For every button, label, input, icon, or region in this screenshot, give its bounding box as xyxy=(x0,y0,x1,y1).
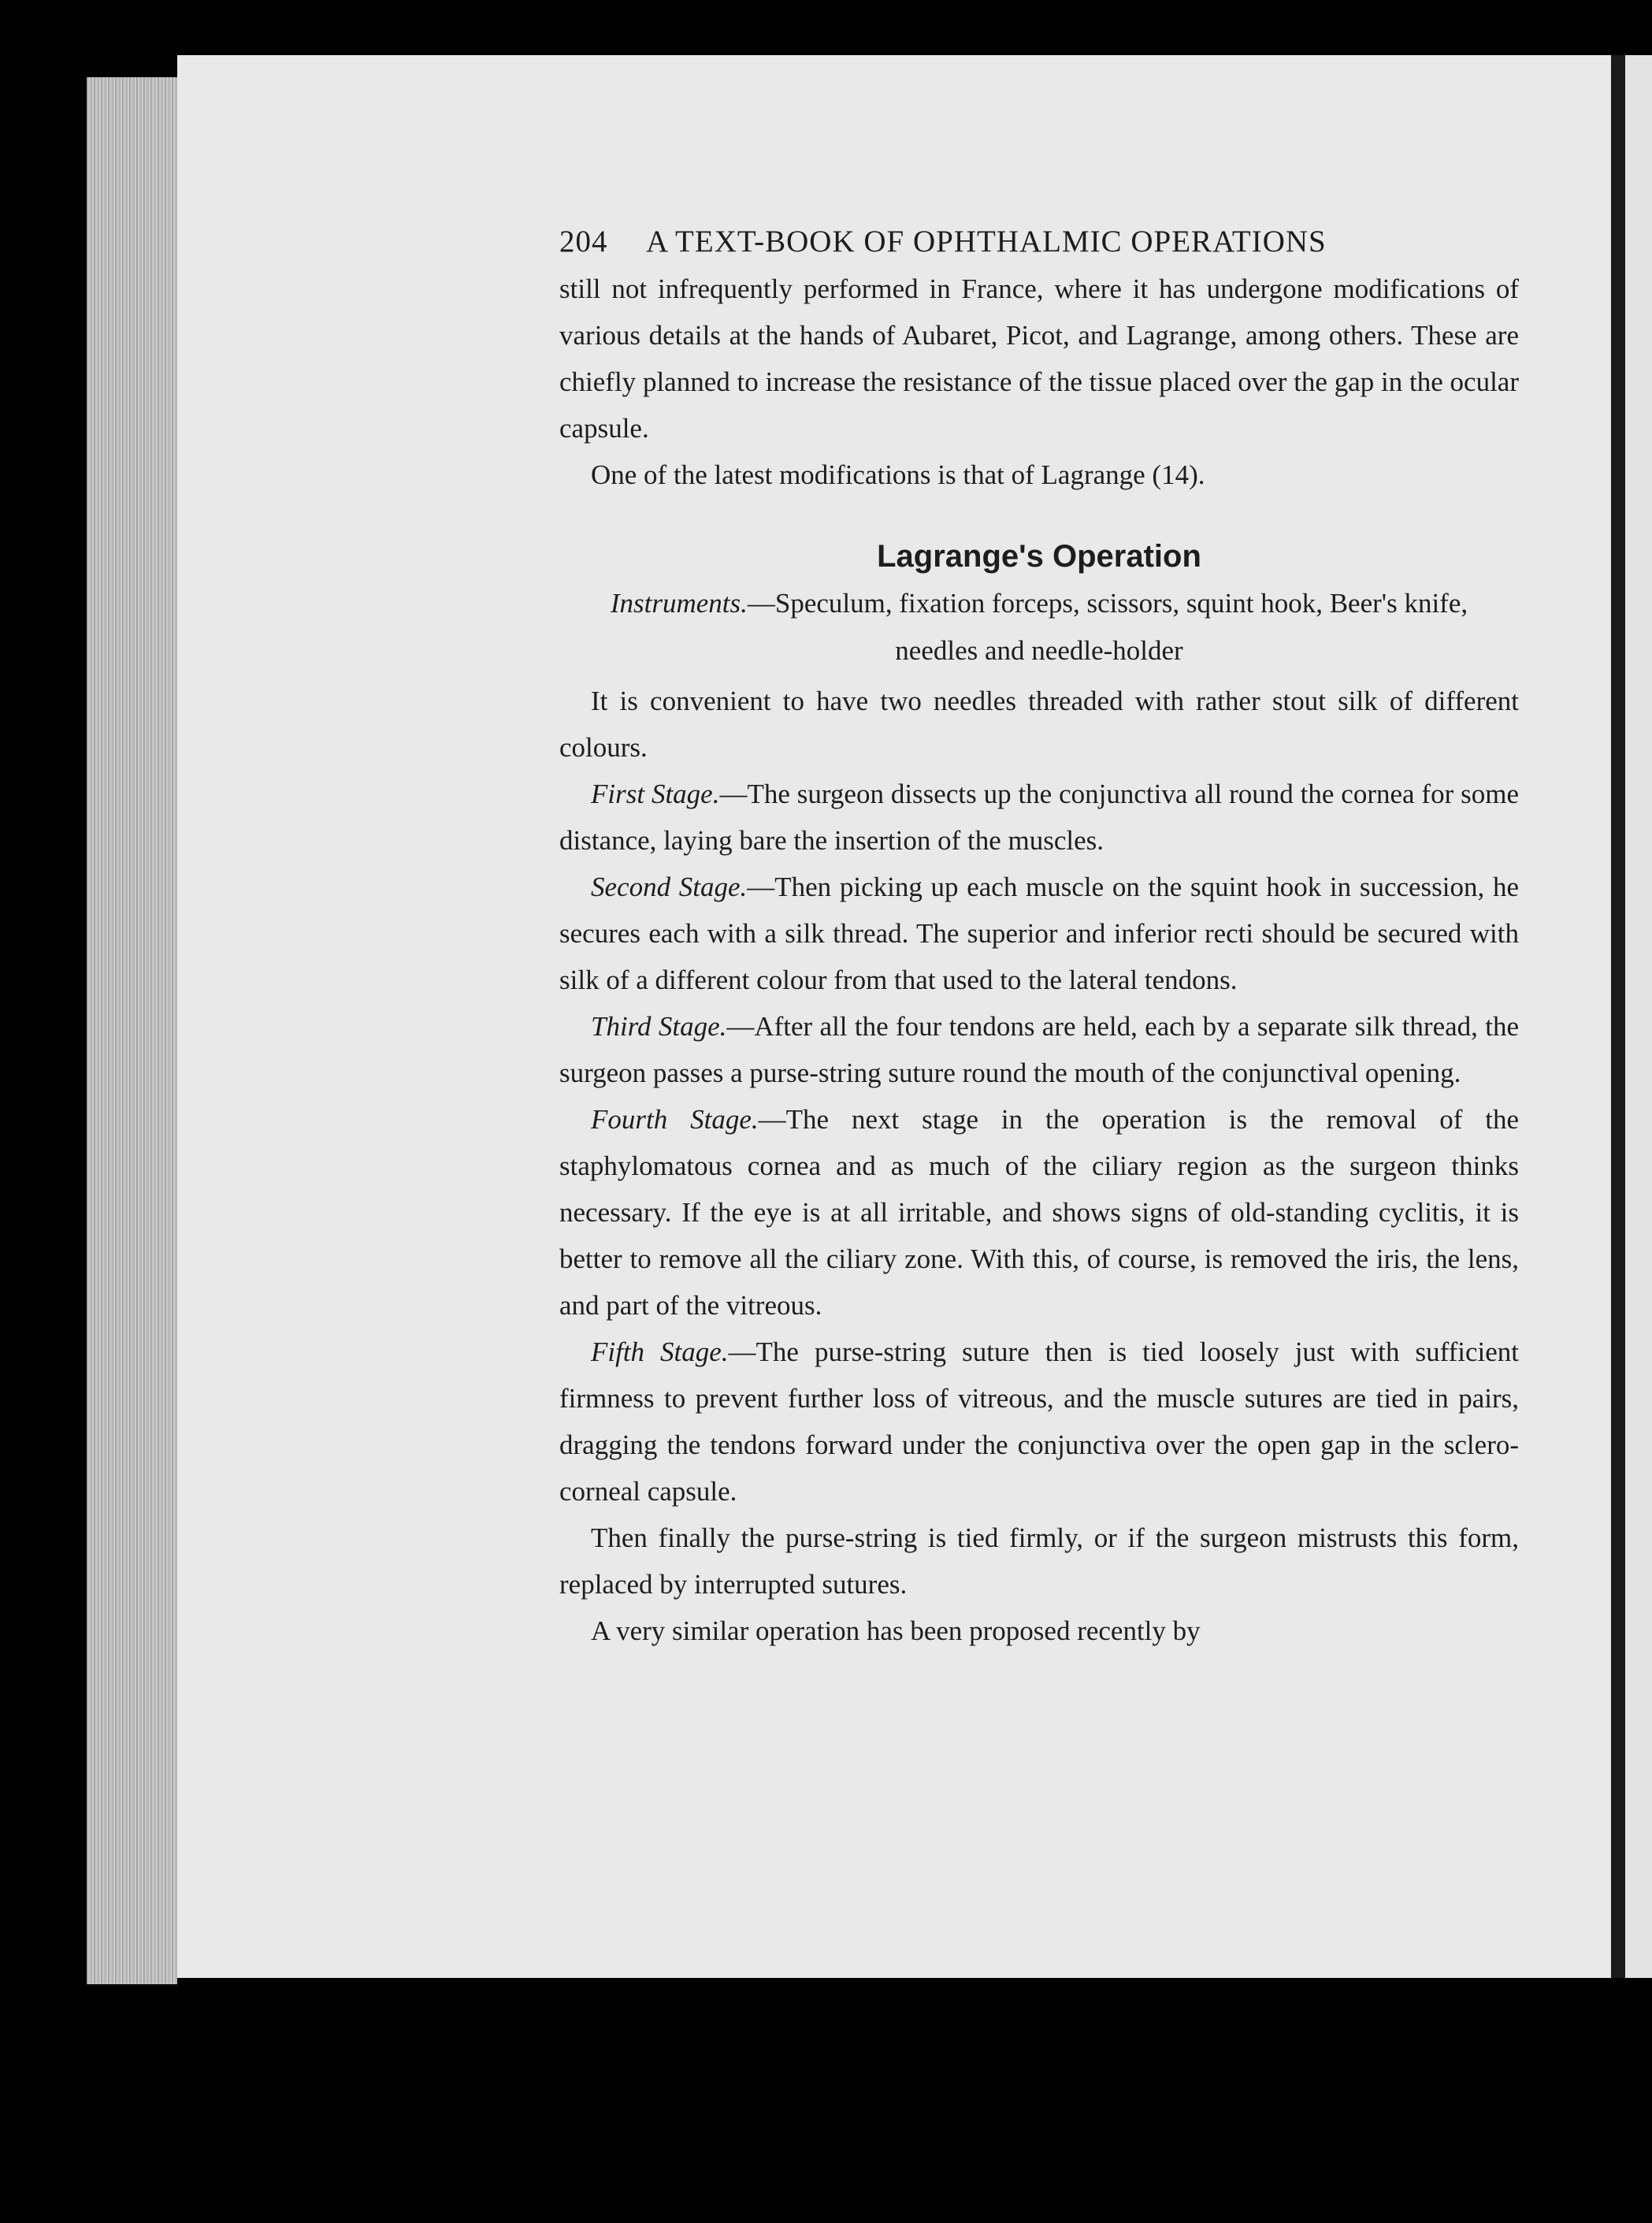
page-number: 204 xyxy=(559,224,608,258)
stage-text: —The surgeon dissects up the conjunctiva all round the cornea for some distance, laying bare the insertion of the muscles. xyxy=(559,779,1520,856)
section-heading: Lagrange's Operation xyxy=(877,539,1201,574)
needles-paragraph: It is convenient to have two needles threaded with rather stout silk of different colours. xyxy=(559,686,1519,763)
instruments-label: Instruments. xyxy=(610,588,748,619)
instruments-line xyxy=(559,580,1519,675)
stage-paragraph xyxy=(559,864,1519,1003)
finally-paragraph: Then finally the purse-string is tied firmly, or if the surgeon mistrusts this form, replaced by interrupted sutures. xyxy=(559,1522,1519,1600)
stage-text: —Then picking up each muscle on the squint hook in succession, he secures each with a silk thread. The superior and inferior recti should be secured with silk of a different colour from that used to the lateral tendons. xyxy=(559,872,1519,995)
intro-paragraph: still not infrequently performed in France, where it has undergone modifications of various details at the hands of Aubaret, Picot, and Lagrange, among others. These are chiefly planned to increase the resistance of the tissue placed over the gap in the ocular capsule. xyxy=(559,273,1519,444)
stage-label: Fifth Stage. xyxy=(591,1336,729,1367)
closing-line: A very similar operation has been proposed recently by xyxy=(591,1615,1201,1646)
stage-paragraph xyxy=(559,1003,1519,1096)
book-page-edges xyxy=(87,77,177,1984)
facing-page-edge xyxy=(1625,55,1652,1978)
running-head xyxy=(559,217,1519,266)
stage-text: —The purse-string suture then is tied loosely just with sufficient firmness to prevent further loss of vitreous, and the muscle sutures are tied in pairs, dragging the tendons forward under the conjunctiva over the open gap in the sclero-corneal capsule. xyxy=(559,1336,1519,1507)
intro-paragraph-latest: One of the latest modifications is that of Lagrange (14). xyxy=(591,459,1205,490)
stage-paragraph xyxy=(559,1329,1519,1515)
instruments-text: —Speculum, fixation forceps, scissors, squint hook, Beer's knife, needles and needle-holder xyxy=(747,588,1468,666)
stage-paragraph xyxy=(559,1096,1519,1329)
stage-label: First Stage. xyxy=(591,779,720,809)
stage-text: —The next stage in the operation is the removal of the staphylomatous cornea and as much of the ciliary region as the surgeon thinks necessary. If the eye is at all irritable, and shows signs of old-standing cyclitis, it is better to remove all the ciliary zone. With this, of course, is removed the iris, the lens, and part of the vitreous. xyxy=(559,1104,1520,1321)
book-gutter-shadow xyxy=(1611,55,1625,1978)
stage-paragraph xyxy=(559,771,1519,864)
page-text-block xyxy=(559,217,1519,1654)
stage-text: —After all the four tendons are held, each by a separate silk thread, the surgeon passes a purse-string suture round the mouth of the conjunctival opening. xyxy=(559,1011,1519,1088)
stage-label: Third Stage. xyxy=(591,1011,727,1042)
running-title: A TEXT-BOOK OF OPHTHALMIC OPERATIONS xyxy=(646,224,1327,258)
stage-label: Second Stage. xyxy=(591,872,748,902)
stage-label: Fourth Stage. xyxy=(591,1104,759,1135)
